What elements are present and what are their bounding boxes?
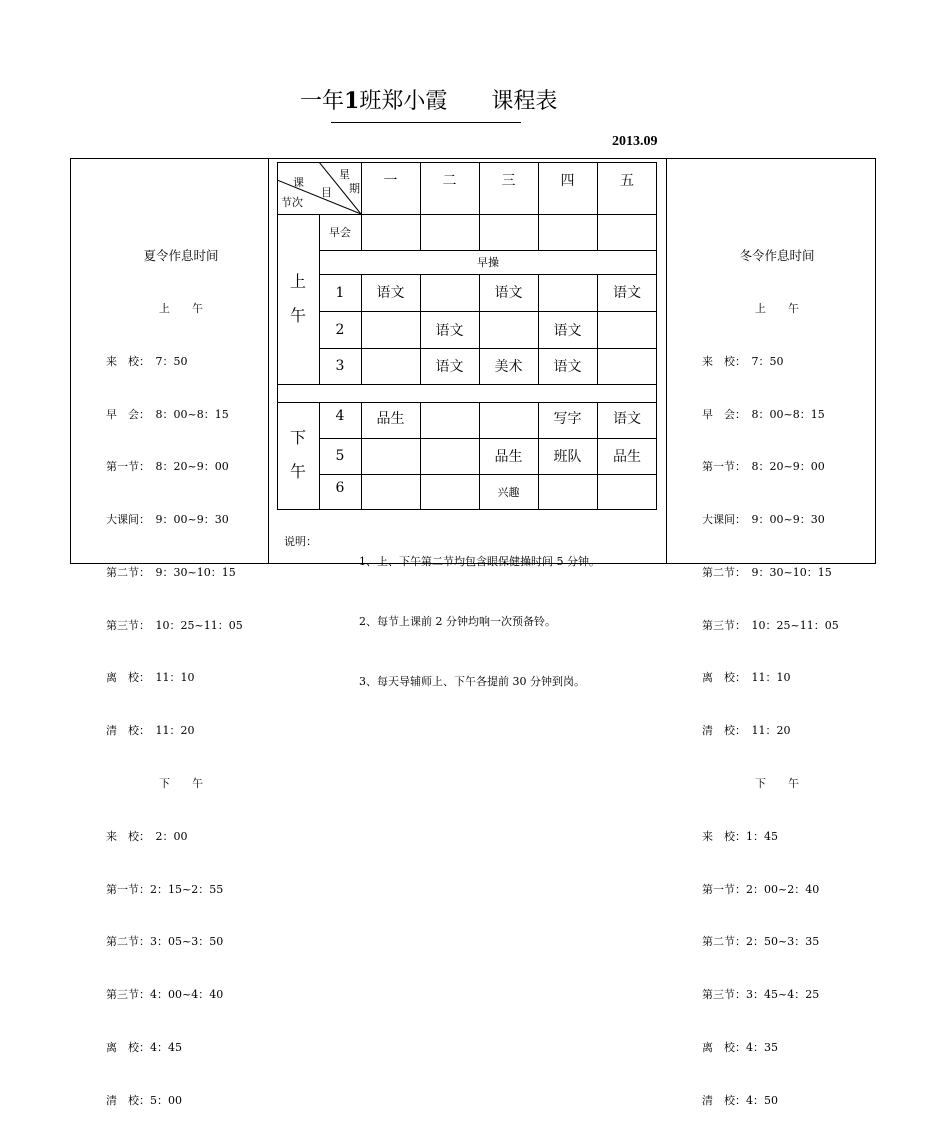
lesson-cell <box>597 311 657 348</box>
lesson-cell <box>597 348 657 384</box>
summer-pm-row: 第二节：3：05~3：50 <box>106 935 224 949</box>
lesson-cell: 语文 <box>435 322 464 339</box>
lesson-cell <box>420 438 479 474</box>
lesson-cell: 语文 <box>494 285 523 301</box>
period-number: 4 <box>335 408 345 424</box>
title-underline <box>331 122 521 123</box>
winter-am-row: 早 会： 8：00~8：15 <box>702 407 825 421</box>
period-number: 1 <box>335 284 345 301</box>
summer-am-row: 清 校： 11：20 <box>106 724 195 738</box>
lesson-cell <box>538 274 597 311</box>
winter-am-row: 清 校： 11：20 <box>702 724 791 738</box>
date-label: 2013.09 <box>612 134 658 149</box>
lesson-cell <box>420 474 479 510</box>
corner-ke: 课 <box>293 176 304 189</box>
day-header: 二 <box>442 173 457 189</box>
lesson-cell <box>361 348 420 384</box>
summer-am-row: 早 会： 8：00~8：15 <box>106 407 229 421</box>
summer-pm-row: 清 校：5：00 <box>106 1093 182 1107</box>
lesson-cell <box>538 474 597 510</box>
lesson-cell: 美术 <box>494 359 523 375</box>
page-title <box>300 84 650 115</box>
lesson-cell: 语文 <box>613 411 641 427</box>
corner-jieci: 节次 <box>281 196 303 209</box>
title-name: 班郑小霞 <box>359 89 448 114</box>
morning-label-top: 上 <box>289 271 306 291</box>
winter-am-row: 来 校： 7：50 <box>702 354 784 368</box>
winter-pm-row: 第三节：3：45~4：25 <box>702 988 820 1002</box>
notes-list <box>359 512 679 732</box>
winter-am-row: 第二节： 9：30~10：15 <box>702 565 832 579</box>
lesson-cell: 语文 <box>435 359 464 375</box>
summer-am-row: 来 校： 7：50 <box>106 354 188 368</box>
corner-qi: 期 <box>349 182 360 195</box>
lesson-cell <box>479 402 538 438</box>
period-number: 5 <box>335 448 345 464</box>
zaocao-label: 早操 <box>477 256 499 269</box>
summer-heading: 夏令作息时间 <box>143 248 219 264</box>
winter-am-row: 第三节： 10：25~11：05 <box>702 618 839 632</box>
lesson-cell: 语文 <box>376 285 405 301</box>
summer-am-row: 第二节： 9：30~10：15 <box>106 565 236 579</box>
summer-pm-row: 第一节：2：15~2：55 <box>106 882 224 896</box>
day-header: 五 <box>620 173 634 189</box>
winter-pm-row: 清 校：4：50 <box>702 1093 778 1107</box>
afternoon-label-top: 下 <box>289 427 306 447</box>
summer-schedule <box>106 212 256 1127</box>
lesson-cell <box>479 311 538 348</box>
day-header: 三 <box>501 173 516 189</box>
summer-am-row: 离 校： 11：10 <box>106 671 195 685</box>
winter-schedule <box>702 212 852 1127</box>
summer-am-row: 第一节： 8：20~9：00 <box>106 460 229 474</box>
timetable-grid <box>277 162 657 510</box>
note-item: 1、上、下午第二节均包含眼保健操时间 5 分钟。 <box>359 555 600 568</box>
winter-am-row: 第一节： 8：20~9：00 <box>702 460 825 474</box>
summer-pm-row: 第三节：4：00~4：40 <box>106 988 224 1002</box>
period-number: 6 <box>335 480 345 496</box>
day-header: 一 <box>383 173 398 189</box>
morning-label-bottom: 午 <box>289 305 306 325</box>
summer-am-row: 第三节： 10：25~11：05 <box>106 618 243 632</box>
note-item: 2、每节上课前 2 分钟均响一次预备铃。 <box>359 615 556 628</box>
lesson-cell <box>420 274 479 311</box>
summer-am-label: 上 午 <box>159 301 203 315</box>
title-suffix: 课程表 <box>491 89 558 114</box>
winter-pm-row: 来 校：1：45 <box>702 829 778 843</box>
lesson-cell: 班队 <box>553 449 582 465</box>
period-number: 2 <box>335 321 345 338</box>
summer-pm-label: 下 午 <box>159 777 203 790</box>
lesson-cell: 品生 <box>494 449 523 465</box>
winter-pm-row: 第二节：2：50~3：35 <box>702 935 820 949</box>
lesson-cell: 品生 <box>376 411 405 427</box>
lesson-cell: 品生 <box>613 449 641 465</box>
lesson-cell <box>597 474 657 510</box>
notes-label: 说明： <box>284 535 317 548</box>
winter-am-label: 上 午 <box>755 301 799 315</box>
period-number: 3 <box>335 358 345 374</box>
corner-mu: 目 <box>321 186 332 199</box>
winter-pm-row: 离 校：4：35 <box>702 1040 778 1054</box>
title-class-number: 1 <box>344 88 360 114</box>
divider-left <box>268 158 269 564</box>
winter-pm-row: 第一节：2：00~2：40 <box>702 882 820 896</box>
winter-am-row: 大课间： 9：00~9：30 <box>702 513 825 527</box>
winter-am-row: 离 校： 11：10 <box>702 671 791 685</box>
lesson-cell <box>361 311 420 348</box>
title-prefix: 一年 <box>300 89 345 114</box>
lesson-cell <box>361 438 420 474</box>
summer-pm-row: 来 校： 2：00 <box>106 829 188 843</box>
lesson-cell: 写字 <box>553 411 582 427</box>
lesson-cell: 语文 <box>553 359 582 375</box>
lesson-cell <box>420 402 479 438</box>
winter-heading: 冬令作息时间 <box>739 248 815 264</box>
lesson-cell <box>361 474 420 510</box>
day-header: 四 <box>560 173 575 189</box>
lesson-cell: 语文 <box>613 285 641 301</box>
corner-xing: 星 <box>339 168 350 181</box>
lesson-cell: 语文 <box>553 322 582 339</box>
zaohui-label: 早会 <box>329 226 351 239</box>
afternoon-label-bottom: 午 <box>289 461 306 481</box>
summer-am-row: 大课间： 9：00~9：30 <box>106 513 229 527</box>
notes <box>277 512 600 688</box>
divider-right <box>666 158 667 564</box>
note-item: 3、每天导辅师上、下午各提前 30 分钟到岗。 <box>359 675 585 688</box>
lesson-cell: 兴趣 <box>497 486 520 499</box>
winter-pm-label: 下 午 <box>755 777 799 790</box>
summer-pm-row: 离 校：4：45 <box>106 1040 182 1054</box>
